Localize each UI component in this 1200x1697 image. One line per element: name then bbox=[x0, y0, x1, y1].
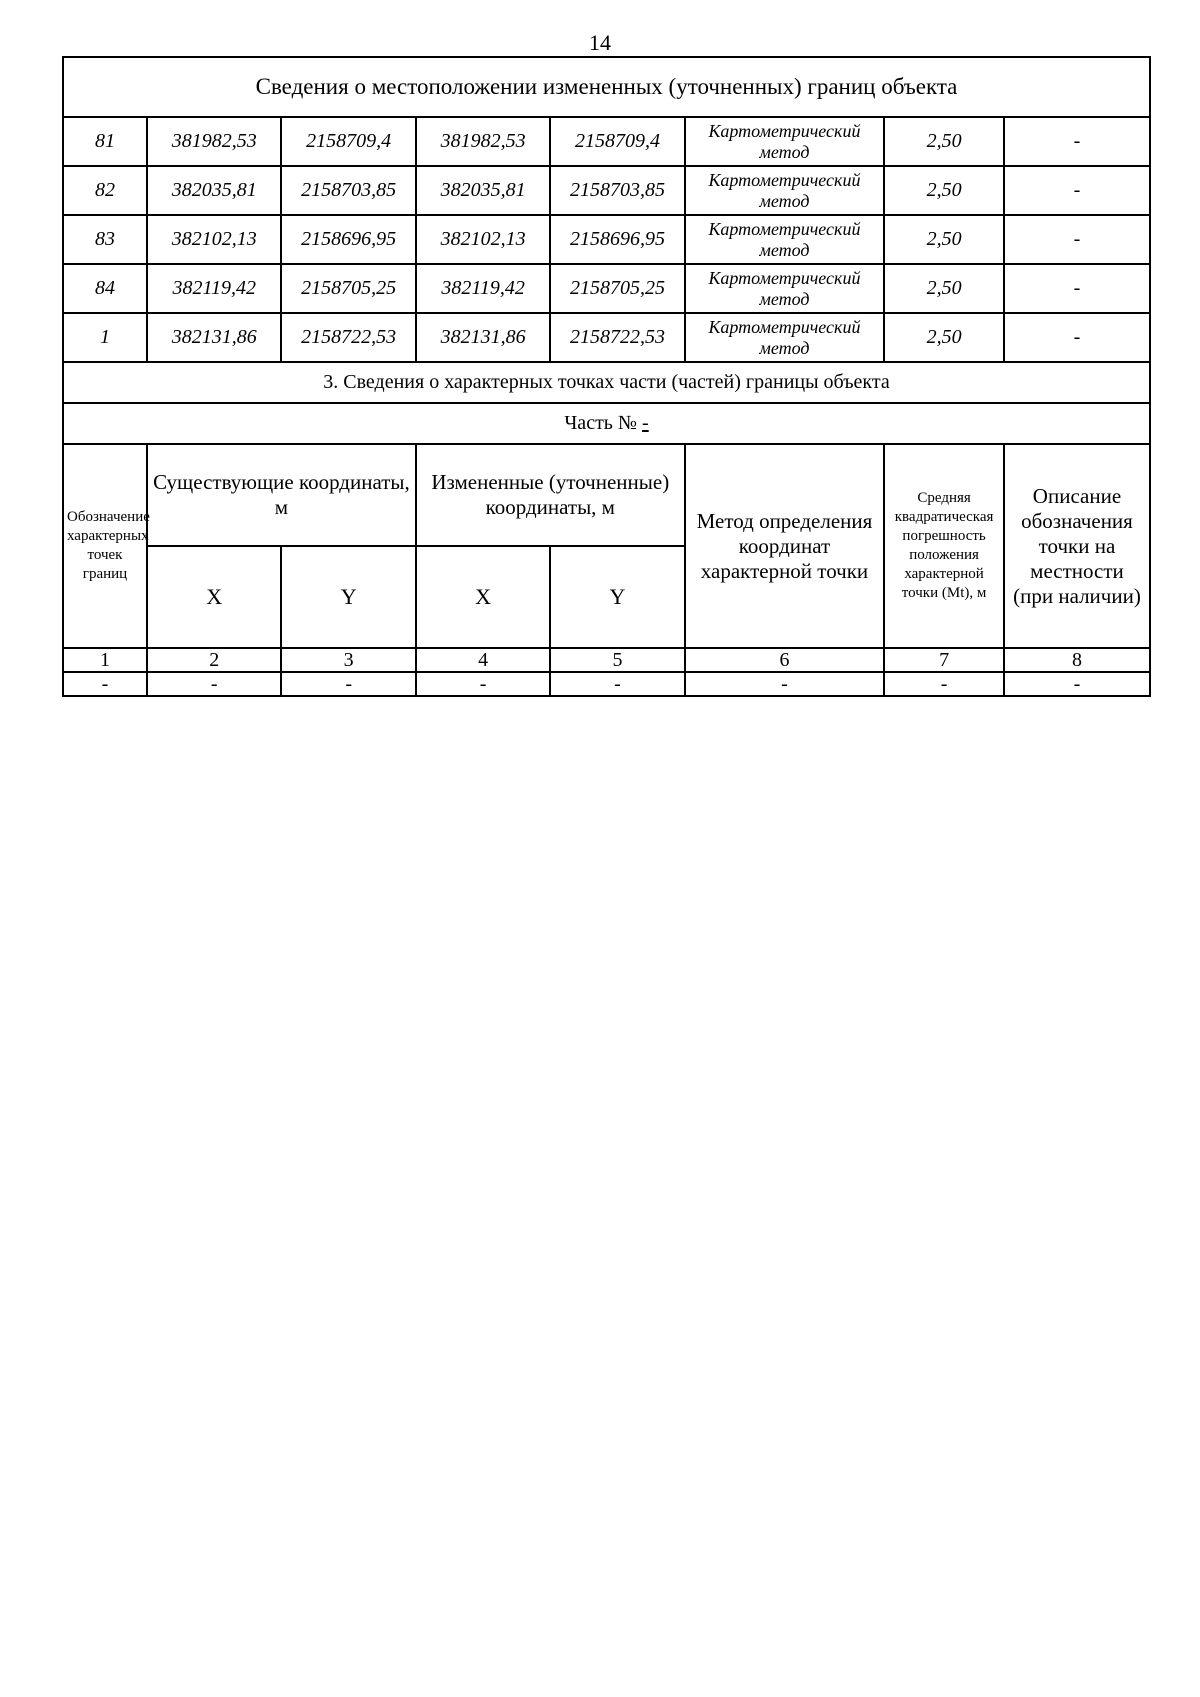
table-row bbox=[63, 313, 1150, 362]
existing-x-cell: - bbox=[147, 672, 281, 696]
coordinates-table bbox=[62, 56, 1151, 697]
existing-y-cell: 2158703,85 bbox=[281, 166, 415, 215]
page-number: 14 bbox=[589, 30, 611, 55]
table-row bbox=[63, 672, 1150, 696]
changed-x-cell: 382102,13 bbox=[416, 215, 550, 264]
point-number-cell: 1 bbox=[63, 313, 147, 362]
changed-y-cell: 2158696,95 bbox=[550, 215, 684, 264]
existing-y-cell: - bbox=[281, 672, 415, 696]
part-row bbox=[63, 403, 1150, 444]
existing-y-cell: 2158705,25 bbox=[281, 264, 415, 313]
header-error: Средняя квадратическая погрешность положения характерной точки (Mt), м bbox=[884, 444, 1004, 648]
error-cell: 2,50 bbox=[884, 264, 1004, 313]
existing-x-cell: 382119,42 bbox=[147, 264, 281, 313]
description-cell: - bbox=[1004, 313, 1150, 362]
description-cell: - bbox=[1004, 166, 1150, 215]
point-number-cell: - bbox=[63, 672, 147, 696]
error-cell: 2,50 bbox=[884, 166, 1004, 215]
method-cell: Картометрический метод bbox=[685, 117, 885, 166]
column-number: 7 bbox=[884, 648, 1004, 672]
description-cell: - bbox=[1004, 215, 1150, 264]
part-label: Часть № bbox=[564, 412, 643, 434]
description-cell: - bbox=[1004, 117, 1150, 166]
method-cell: Картометрический метод bbox=[685, 313, 885, 362]
header-changed-x: X bbox=[416, 546, 550, 648]
table-row bbox=[63, 117, 1150, 166]
existing-y-cell: 2158722,53 bbox=[281, 313, 415, 362]
header-existing-y: Y bbox=[281, 546, 415, 648]
header-changed-y: Y bbox=[550, 546, 684, 648]
description-cell: - bbox=[1004, 264, 1150, 313]
header-row bbox=[63, 444, 1150, 546]
column-number: 8 bbox=[1004, 648, 1150, 672]
part-number bbox=[63, 403, 1150, 444]
section-title-row bbox=[63, 362, 1150, 403]
error-cell: - bbox=[884, 672, 1004, 696]
column-number: 2 bbox=[147, 648, 281, 672]
header-point-designation: Обозначение характерных точек границ bbox=[63, 444, 147, 648]
table-title-row bbox=[63, 57, 1150, 117]
method-cell: Картометрический метод bbox=[685, 215, 885, 264]
point-number-cell: 84 bbox=[63, 264, 147, 313]
changed-x-cell: 382035,81 bbox=[416, 166, 550, 215]
column-number: 6 bbox=[685, 648, 885, 672]
changed-x-cell: - bbox=[416, 672, 550, 696]
error-cell: 2,50 bbox=[884, 117, 1004, 166]
table-row bbox=[63, 264, 1150, 313]
changed-y-cell: 2158703,85 bbox=[550, 166, 684, 215]
column-number: 1 bbox=[63, 648, 147, 672]
header-method: Метод определения координат характерной точки bbox=[685, 444, 885, 648]
table-title: Сведения о местоположении измененных (уточненных) границ объекта bbox=[63, 57, 1150, 117]
existing-x-cell: 382131,86 bbox=[147, 313, 281, 362]
table-row bbox=[63, 215, 1150, 264]
existing-x-cell: 382102,13 bbox=[147, 215, 281, 264]
changed-x-cell: 382119,42 bbox=[416, 264, 550, 313]
description-cell: - bbox=[1004, 672, 1150, 696]
header-existing-coordinates: Существующие координаты, м bbox=[147, 444, 416, 546]
point-number-cell: 82 bbox=[63, 166, 147, 215]
method-cell: Картометрический метод bbox=[685, 166, 885, 215]
changed-x-cell: 381982,53 bbox=[416, 117, 550, 166]
column-numbers-row bbox=[63, 648, 1150, 672]
column-number: 3 bbox=[281, 648, 415, 672]
changed-x-cell: 382131,86 bbox=[416, 313, 550, 362]
column-number: 4 bbox=[416, 648, 550, 672]
table-row bbox=[63, 166, 1150, 215]
error-cell: 2,50 bbox=[884, 313, 1004, 362]
method-cell: - bbox=[685, 672, 885, 696]
existing-y-cell: 2158709,4 bbox=[281, 117, 415, 166]
point-number-cell: 81 bbox=[63, 117, 147, 166]
point-number-cell: 83 bbox=[63, 215, 147, 264]
header-existing-x: X bbox=[147, 546, 281, 648]
changed-y-cell: 2158705,25 bbox=[550, 264, 684, 313]
existing-x-cell: 382035,81 bbox=[147, 166, 281, 215]
section-title: 3. Сведения о характерных точках части (частей) границы объекта bbox=[63, 362, 1150, 403]
changed-y-cell: 2158709,4 bbox=[550, 117, 684, 166]
header-description: Описание обозначения точки на местности (при наличии) bbox=[1004, 444, 1150, 648]
header-changed-coordinates: Измененные (уточненные) координаты, м bbox=[416, 444, 685, 546]
changed-y-cell: 2158722,53 bbox=[550, 313, 684, 362]
part-value: - bbox=[642, 412, 649, 434]
changed-y-cell: - bbox=[550, 672, 684, 696]
error-cell: 2,50 bbox=[884, 215, 1004, 264]
column-number: 5 bbox=[550, 648, 684, 672]
method-cell: Картометрический метод bbox=[685, 264, 885, 313]
existing-x-cell: 381982,53 bbox=[147, 117, 281, 166]
existing-y-cell: 2158696,95 bbox=[281, 215, 415, 264]
